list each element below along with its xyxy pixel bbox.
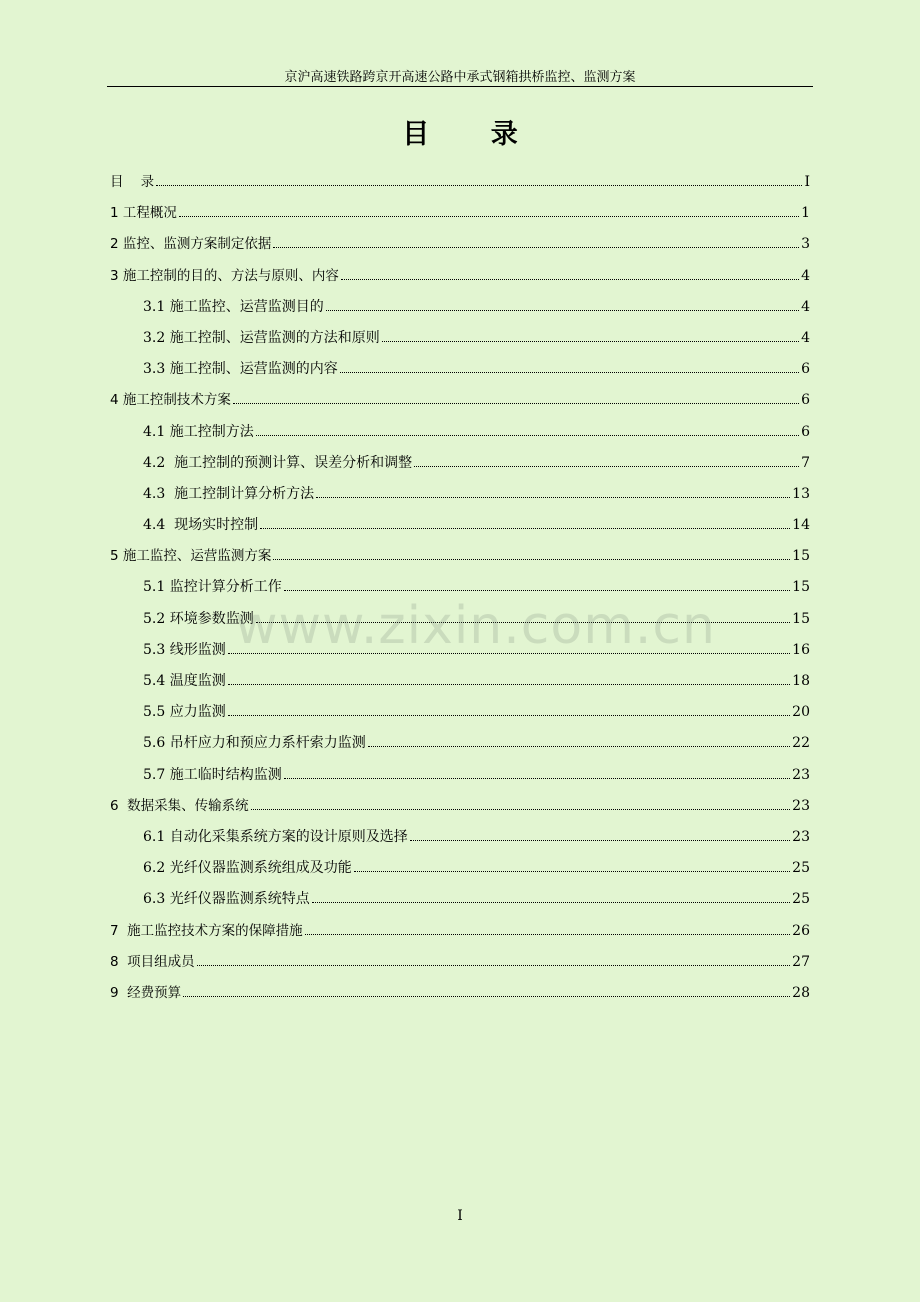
toc-leader-dots (256, 434, 799, 436)
toc-leader-dots (368, 745, 790, 747)
toc-leader-dots (156, 184, 802, 186)
toc-entry[interactable] (110, 167, 810, 198)
toc-leader-dots (326, 309, 799, 311)
toc-leader-dots (233, 402, 799, 404)
toc-entry-page: 4 (801, 298, 810, 315)
toc-entry-label: 3 施工控制的目的、方法与原则、内容 (110, 267, 339, 284)
toc-entry-page: 1 (801, 205, 810, 222)
toc-entry-page: 23 (792, 828, 810, 845)
toc-entry[interactable] (110, 728, 810, 759)
header-rule (107, 86, 813, 87)
toc-leader-dots (251, 808, 791, 810)
toc-leader-dots (354, 870, 790, 872)
table-of-contents (110, 167, 810, 1009)
toc-entry[interactable] (110, 292, 810, 323)
toc-entry-page: 3 (801, 236, 810, 253)
toc-entry[interactable] (110, 822, 810, 853)
toc-leader-dots (183, 995, 790, 997)
toc-entry-page: 16 (792, 641, 810, 658)
toc-entry-label: 8 项目组成员 (110, 953, 195, 970)
toc-entry-label: 5.6 吊杆应力和预应力系杆索力监测 (143, 735, 366, 752)
toc-entry[interactable] (110, 978, 810, 1009)
toc-leader-dots (316, 496, 790, 498)
toc-entry-page: 6 (801, 392, 810, 409)
toc-leader-dots (228, 714, 790, 716)
toc-leader-dots (179, 215, 799, 217)
toc-entry-label: 5.7 施工临时结构监测 (143, 766, 282, 783)
toc-entry-label: 5 施工监控、运营监测方案 (110, 548, 272, 565)
toc-entry-label: 目 录 (110, 174, 155, 190)
toc-entry-page: 25 (792, 891, 810, 908)
toc-leader-dots (273, 558, 790, 560)
toc-entry-label: 3.2 施工控制、运营监测的方法和原则 (143, 329, 380, 346)
running-header: 京沪高速铁路跨京开高速公路中承式钢箱拱桥监控、监测方案 (284, 70, 636, 85)
toc-entry[interactable] (110, 947, 810, 978)
toc-leader-dots (197, 964, 791, 966)
toc-entry[interactable] (110, 448, 810, 479)
page-number: I (457, 1208, 463, 1224)
toc-entry-page: 13 (792, 485, 810, 502)
toc-entry[interactable] (110, 417, 810, 448)
toc-leader-dots (312, 901, 790, 903)
toc-entry[interactable] (110, 666, 810, 697)
toc-leader-dots (340, 371, 799, 373)
toc-entry-page: 7 (801, 454, 810, 471)
toc-leader-dots (341, 278, 799, 280)
toc-entry-page: 6 (801, 361, 810, 378)
toc-entry[interactable] (110, 853, 810, 884)
toc-leader-dots (305, 933, 791, 935)
toc-entry-label: 4.2 施工控制的预测计算、误差分析和调整 (143, 454, 413, 471)
toc-entry[interactable] (110, 385, 810, 416)
toc-entry[interactable] (110, 261, 810, 292)
toc-leader-dots (273, 246, 799, 248)
toc-entry-page: 6 (801, 423, 810, 440)
toc-leader-dots (414, 465, 799, 467)
toc-entry-page: 15 (792, 610, 810, 627)
toc-entry-label: 6 数据采集、传输系统 (110, 797, 249, 814)
toc-entry-label: 1 工程概况 (110, 205, 177, 222)
toc-entry-label: 5.3 线形监测 (143, 641, 226, 658)
toc-entry[interactable] (110, 479, 810, 510)
toc-leader-dots (260, 527, 790, 529)
toc-entry-page: 18 (792, 673, 810, 689)
toc-entry[interactable] (110, 354, 810, 385)
toc-entry-label: 3.1 施工监控、运营监测目的 (143, 298, 324, 315)
toc-entry[interactable] (110, 198, 810, 229)
toc-entry[interactable] (110, 916, 810, 947)
toc-entry-label: 9 经费预算 (110, 984, 182, 1001)
toc-entry-label: 4.4 现场实时控制 (143, 517, 259, 534)
toc-entry[interactable] (110, 760, 810, 791)
toc-leader-dots (382, 340, 799, 342)
toc-entry-label: 4.1 施工控制方法 (143, 423, 254, 440)
toc-entry-page: 25 (792, 860, 810, 877)
toc-entry-label: 7 施工监控技术方案的保障措施 (110, 922, 303, 939)
toc-entry-page: 28 (792, 984, 810, 1001)
toc-entry-page: 27 (792, 953, 810, 970)
toc-entry[interactable] (110, 323, 810, 354)
toc-entry-page: 15 (792, 579, 810, 596)
toc-leader-dots (284, 589, 790, 591)
toc-entry-page: 15 (792, 548, 810, 565)
toc-leader-dots (228, 683, 790, 685)
toc-entry[interactable] (110, 229, 810, 260)
toc-entry-page: 23 (792, 766, 810, 783)
toc-entry-label: 2 监控、监测方案制定依据 (110, 236, 272, 253)
toc-entry[interactable] (110, 697, 810, 728)
toc-entry-label: 6.3 光纤仪器监测系统特点 (143, 891, 310, 908)
toc-entry[interactable] (110, 541, 810, 572)
toc-entry-label: 4 施工控制技术方案 (110, 392, 231, 409)
toc-entry-page: 20 (792, 704, 810, 721)
page-title: 目 录 (402, 119, 544, 150)
toc-entry-label: 5.1 监控计算分析工作 (143, 579, 282, 596)
toc-entry[interactable] (110, 791, 810, 822)
watermark: www.zixin.com.cn (235, 596, 716, 656)
toc-entry-page: 22 (792, 735, 810, 752)
toc-entry[interactable] (110, 510, 810, 541)
toc-entry-label: 5.4 温度监测 (143, 673, 226, 689)
toc-entry-page: 4 (801, 267, 810, 284)
toc-entry-page: 4 (801, 329, 810, 346)
toc-entry-page: 14 (792, 517, 810, 534)
toc-entry-page: 26 (792, 922, 810, 939)
toc-entry[interactable] (110, 884, 810, 915)
toc-entry-label: 3.3 施工控制、运营监测的内容 (143, 361, 338, 378)
toc-entry-label: 4.3 施工控制计算分析方法 (143, 485, 315, 502)
toc-entry-page: I (804, 174, 810, 190)
toc-leader-dots (284, 777, 790, 779)
toc-entry-label: 6.1 自动化采集系统方案的设计原则及选择 (143, 828, 408, 845)
toc-entry-label: 6.2 光纤仪器监测系统组成及功能 (143, 860, 352, 877)
toc-entry-label: 5.2 环境参数监测 (143, 610, 254, 627)
toc-leader-dots (410, 839, 790, 841)
toc-entry-page: 23 (792, 797, 810, 814)
toc-entry-label: 5.5 应力监测 (143, 704, 226, 721)
